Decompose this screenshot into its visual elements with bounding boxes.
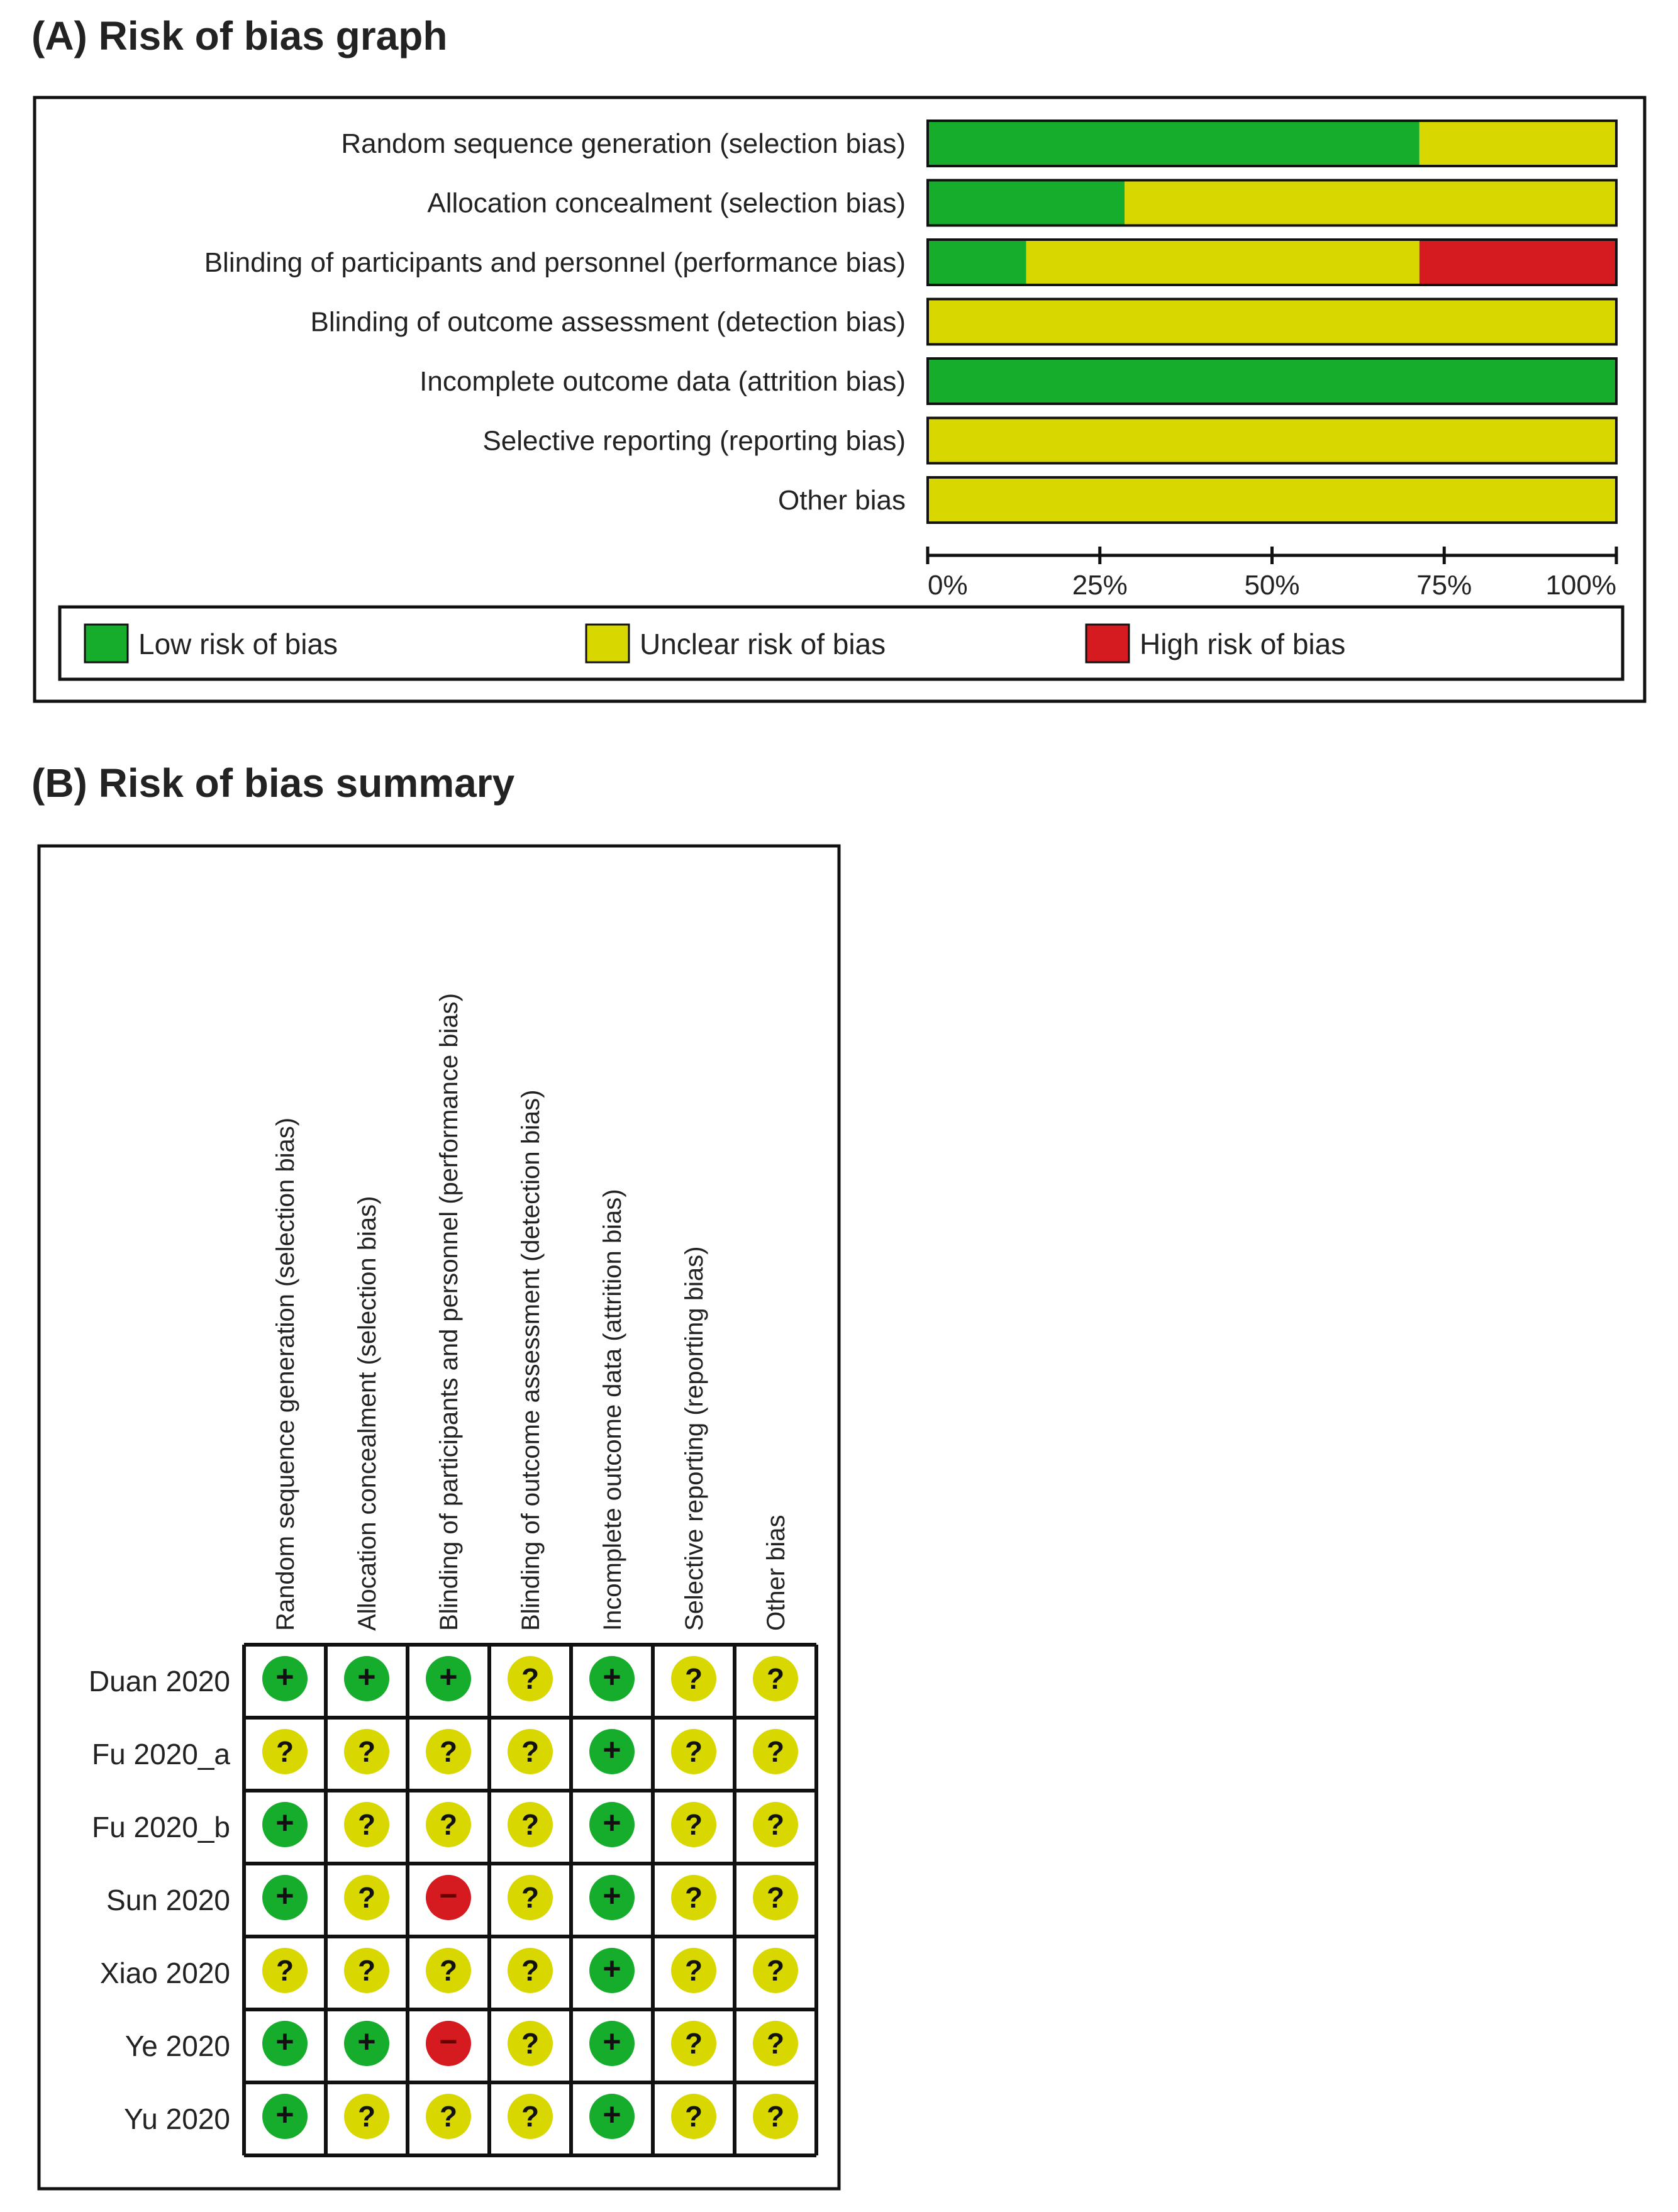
judgement-symbol-unclear: ? xyxy=(766,2027,785,2060)
judgement-symbol-low: + xyxy=(275,1659,294,1694)
summary-column-header: Allocation concealment (selection bias) xyxy=(353,1196,381,1631)
study-label: Fu 2020_a xyxy=(92,1738,230,1770)
summary-study-labels xyxy=(89,1665,231,2135)
study-label: Yu 2020 xyxy=(124,2103,230,2135)
bar-segment-unclear xyxy=(928,418,1616,464)
graph-category-label: Selective reporting (reporting bias) xyxy=(482,425,906,457)
bar-segment-unclear xyxy=(928,477,1616,523)
bar-segment-unclear xyxy=(928,299,1616,345)
panel-b-title: (B) Risk of bias summary xyxy=(31,760,515,806)
judgement-symbol-unclear: ? xyxy=(275,1735,294,1768)
summary-column-header: Blinding of participants and personnel (performance bias) xyxy=(435,993,463,1631)
judgement-symbol-unclear: ? xyxy=(684,1735,703,1768)
graph-category-label: Allocation concealment (selection bias) xyxy=(427,187,906,219)
judgement-symbol-unclear: ? xyxy=(439,1954,458,1987)
bar-segment-low xyxy=(928,240,1026,285)
judgement-symbol-unclear: ? xyxy=(766,2100,785,2133)
graph-category-label: Other bias xyxy=(778,485,906,516)
judgement-symbol-unclear: ? xyxy=(521,1881,540,1914)
judgement-symbol-low: + xyxy=(357,1659,376,1694)
judgement-symbol-unclear: ? xyxy=(357,1735,376,1768)
graph-category-label: Incomplete outcome data (attrition bias) xyxy=(420,366,906,397)
judgement-symbol-unclear: ? xyxy=(439,2100,458,2133)
judgement-symbol-low: + xyxy=(357,2024,376,2059)
x-axis-tick-label: 50% xyxy=(1244,570,1300,601)
judgement-symbol-low: + xyxy=(439,1659,458,1694)
study-label: Xiao 2020 xyxy=(99,1957,230,1989)
summary-grid xyxy=(244,1645,816,2155)
summary-column-header: Selective reporting (reporting bias) xyxy=(681,1246,708,1631)
judgement-symbol-low: + xyxy=(603,1878,621,1913)
study-label: Duan 2020 xyxy=(88,1665,230,1698)
judgement-symbol-unclear: ? xyxy=(521,1954,540,1987)
judgement-symbol-low: + xyxy=(603,2024,621,2059)
bar-segment-unclear xyxy=(1026,240,1420,285)
judgement-symbol-unclear: ? xyxy=(684,2100,703,2133)
judgement-symbol-unclear: ? xyxy=(521,2027,540,2060)
judgement-symbol-low: + xyxy=(603,1951,621,1986)
summary-column-header: Other bias xyxy=(762,1514,790,1631)
graph-category-labels xyxy=(204,128,906,516)
bar-segment-high xyxy=(1420,240,1616,285)
x-axis-tick-label: 25% xyxy=(1072,570,1128,601)
judgement-symbol-unclear: ? xyxy=(521,1662,540,1695)
judgement-symbol-unclear: ? xyxy=(357,1881,376,1914)
judgement-symbol-unclear: ? xyxy=(684,1808,703,1841)
judgement-symbol-unclear: ? xyxy=(766,1662,785,1695)
legend-label-unclear: Unclear risk of bias xyxy=(640,628,886,660)
summary-column-header: Incomplete outcome data (attrition bias) xyxy=(599,1189,626,1631)
legend-swatch-high xyxy=(1086,625,1129,662)
judgement-symbol-low: + xyxy=(275,1805,294,1840)
judgement-symbol-unclear: ? xyxy=(439,1808,458,1841)
judgement-symbol-unclear: ? xyxy=(357,1954,376,1987)
judgement-symbol-high: − xyxy=(439,2024,458,2059)
panel-a-title: (A) Risk of bias graph xyxy=(31,13,448,58)
judgement-symbol-unclear: ? xyxy=(684,1662,703,1695)
summary-column-header: Random sequence generation (selection bias) xyxy=(272,1117,299,1631)
judgement-symbol-unclear: ? xyxy=(684,2027,703,2060)
judgement-symbol-unclear: ? xyxy=(766,1954,785,1987)
judgement-symbol-low: + xyxy=(603,2097,621,2132)
judgement-symbol-unclear: ? xyxy=(275,1954,294,1987)
study-label: Fu 2020_b xyxy=(92,1811,230,1843)
summary-column-header: Blinding of outcome assessment (detection bias) xyxy=(517,1089,545,1631)
bar-segment-low xyxy=(928,358,1616,404)
legend-swatch-low xyxy=(85,625,128,662)
judgement-symbol-low: + xyxy=(603,1805,621,1840)
judgement-symbol-unclear: ? xyxy=(357,2100,376,2133)
legend xyxy=(85,625,1345,662)
x-axis-tick-label: 75% xyxy=(1416,570,1472,601)
graph-category-label: Blinding of participants and personnel (performance bias) xyxy=(204,247,906,278)
graph-x-axis xyxy=(928,547,1616,601)
judgement-symbol-unclear: ? xyxy=(766,1808,785,1841)
graph-category-label: Random sequence generation (selection bias) xyxy=(341,128,906,159)
legend-label-high: High risk of bias xyxy=(1140,628,1346,660)
x-axis-tick-label: 0% xyxy=(928,570,968,601)
summary-column-headers xyxy=(272,993,790,1631)
x-axis-tick-label: 100% xyxy=(1545,570,1616,601)
judgement-symbol-low: + xyxy=(275,1878,294,1913)
judgement-symbol-unclear: ? xyxy=(439,1735,458,1768)
judgement-symbol-unclear: ? xyxy=(357,1808,376,1841)
study-label: Sun 2020 xyxy=(106,1884,230,1916)
bar-segment-unclear xyxy=(1420,121,1616,166)
judgement-symbol-unclear: ? xyxy=(684,1881,703,1914)
judgement-symbol-high: − xyxy=(439,1878,458,1913)
graph-bars xyxy=(928,121,1616,523)
legend-label-low: Low risk of bias xyxy=(138,628,338,660)
bar-segment-low xyxy=(928,121,1420,166)
judgement-symbol-low: + xyxy=(603,1659,621,1694)
judgement-symbol-unclear: ? xyxy=(766,1735,785,1768)
graph-category-label: Blinding of outcome assessment (detection bias) xyxy=(310,306,906,338)
study-label: Ye 2020 xyxy=(125,2030,230,2062)
bar-segment-unclear xyxy=(1125,181,1616,226)
judgement-symbol-unclear: ? xyxy=(521,1735,540,1768)
judgement-symbol-unclear: ? xyxy=(521,2100,540,2133)
judgement-symbol-unclear: ? xyxy=(521,1808,540,1841)
judgement-symbol-unclear: ? xyxy=(684,1954,703,1987)
bar-segment-low xyxy=(928,181,1125,226)
judgement-symbol-low: + xyxy=(275,2097,294,2132)
judgement-symbol-low: + xyxy=(275,2024,294,2059)
legend-swatch-unclear xyxy=(586,625,629,662)
judgement-symbol-unclear: ? xyxy=(766,1881,785,1914)
judgement-symbol-low: + xyxy=(603,1732,621,1767)
